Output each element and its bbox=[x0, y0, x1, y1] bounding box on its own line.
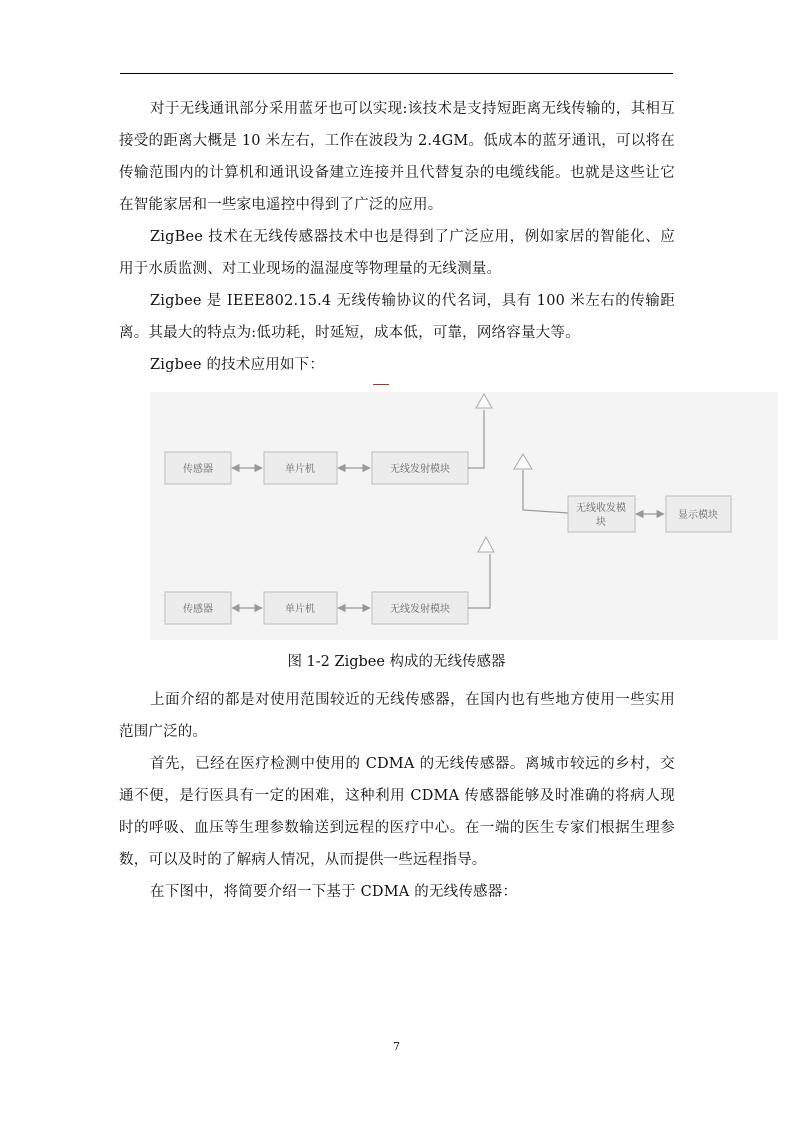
paragraph-zigbee-applications: ZigBee 技术在无线传感器技术中也是得到了广泛应用，例如家居的智能化、应用于水质监测、对工业现场的温湿度等物理量的无线测量。 bbox=[119, 229, 675, 277]
sensor-label-1: 传感器 bbox=[183, 464, 213, 475]
figure-caption: 图 1-2 Zigbee 构成的无线传感器 bbox=[287, 654, 506, 670]
paragraph-summary: 上面介绍的都是对使用范围较近的无线传感器，在国内也有些地方使用一些实用范围广泛的。 bbox=[119, 692, 675, 740]
sensor-label-2: 传感器 bbox=[183, 604, 213, 615]
mcu-label-2: 单片机 bbox=[285, 604, 315, 615]
paragraph-cdma-intro: 在下图中，将简要介绍一下基于 CDMA 的无线传感器： bbox=[150, 884, 518, 900]
header-rule bbox=[120, 73, 673, 74]
paragraph-zigbee-definition: Zigbee 是 IEEE802.15.4 无线传输协议的代名词，具有 100 米左右的传输距离。其最大的特点为:低功耗，时延短，成本低，可靠，网络容量大等。 bbox=[119, 293, 675, 341]
rx-label-line2: 块 bbox=[596, 517, 606, 528]
display-label: 显示模块 bbox=[678, 510, 718, 521]
tx-label-1: 无线发射模块 bbox=[390, 464, 450, 475]
rx-label-line1: 无线收发模 bbox=[576, 503, 626, 514]
page-number: 7 bbox=[393, 1040, 400, 1053]
zigbee-diagram bbox=[150, 392, 778, 640]
mcu-label-1: 单片机 bbox=[285, 464, 315, 475]
zigbee-diagram-svg bbox=[150, 392, 778, 640]
tx-label-2: 无线发射模块 bbox=[390, 604, 450, 615]
paragraph-bluetooth: 对于无线通讯部分采用蓝牙也可以实现:该技术是支持短距离无线传输的，其相互接受的距离大概是 10 米左右，工作在波段为 2.4GM。低成本的蓝牙通讯，可以将在传输范围内的计算机和通讯设备建立连接并且代替复杂的电缆线能。也就是这些让它在智能家居和一些家电遥控中得到了广泛的应用。 bbox=[119, 101, 675, 213]
paragraph-zigbee-intro: Zigbee 的技术应用如下： bbox=[150, 357, 325, 373]
red-mark bbox=[373, 384, 389, 385]
paragraph-cdma-medical: 首先，已经在医疗检测中使用的 CDMA 的无线传感器。离城市较远的乡村，交通不便，是行医具有一定的困难，这种利用 CDMA 传感器能够及时准确的将病人现时的呼吸、血压等生理参数输送到远程的医疗中心。在一端的医生专家们根据生理参数，可以及时的了解病人情况，从而提供一些远程指导。 bbox=[119, 756, 675, 868]
